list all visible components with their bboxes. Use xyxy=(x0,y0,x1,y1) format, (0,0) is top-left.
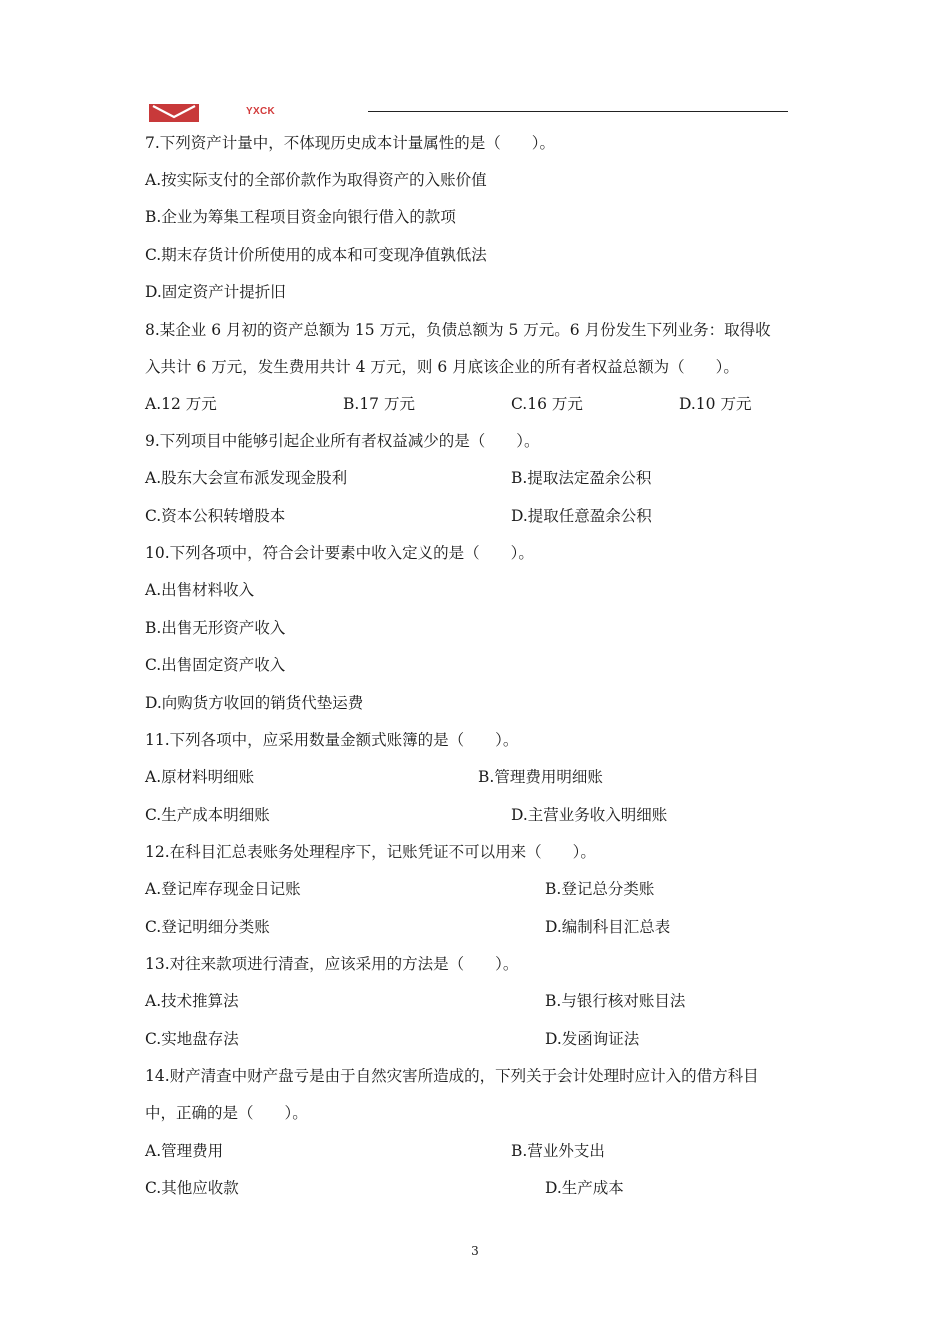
question-9-stem: 9.下列项目中能够引起企业所有者权益减少的是（ ）。 xyxy=(145,432,540,450)
question-12-stem: 12.在科目汇总表账务处理程序下，记账凭证不可以用来（ ）。 xyxy=(145,843,596,861)
question-13-stem: 13.对往来款项进行清查，应该采用的方法是（ ）。 xyxy=(145,955,519,973)
page-number: 3 xyxy=(471,1244,479,1258)
question-12-option-c: C.登记明细分类账 xyxy=(145,918,270,936)
question-10-option-b: B.出售无形资产收入 xyxy=(145,619,286,637)
question-8-option-a: A.12 万元 xyxy=(145,395,217,413)
question-12-option-b: B.登记总分类账 xyxy=(545,880,655,898)
question-9-option-a: A.股东大会宣布派发现金股利 xyxy=(145,469,348,487)
question-11-option-b: B.管理费用明细账 xyxy=(478,768,603,786)
question-8-option-c: C.16 万元 xyxy=(511,395,583,413)
question-11-option-a: A.原材料明细账 xyxy=(145,768,255,786)
question-9-option-d: D.提取任意盈余公积 xyxy=(511,507,652,525)
header-rule xyxy=(368,111,788,112)
question-9-option-b: B.提取法定盈余公积 xyxy=(511,469,652,487)
question-7-option-d: D.固定资产计提折旧 xyxy=(145,283,286,301)
question-14-option-d: D.生产成本 xyxy=(545,1179,624,1197)
brand-text: YXCK xyxy=(246,106,275,117)
question-14-stem-line-2: 中，正确的是（ ）。 xyxy=(145,1104,308,1122)
question-12-option-a: A.登记库存现金日记账 xyxy=(145,880,301,898)
question-11-option-c: C.生产成本明细账 xyxy=(145,806,270,824)
question-14-option-a: A.管理费用 xyxy=(145,1142,224,1160)
question-7-option-b: B.企业为筹集工程项目资金向银行借入的款项 xyxy=(145,208,456,226)
question-8-option-d: D.10 万元 xyxy=(679,395,752,413)
question-10-option-d: D.向购货方收回的销货代垫运费 xyxy=(145,694,364,712)
question-13-option-a: A.技术推算法 xyxy=(145,992,239,1010)
question-13-option-d: D.发函询证法 xyxy=(545,1030,640,1048)
question-14-option-b: B.营业外支出 xyxy=(511,1142,605,1160)
question-13-option-b: B.与银行核对账目法 xyxy=(545,992,686,1010)
question-8-stem-line-2: 入共计 6 万元，发生费用共计 4 万元，则 6 月底该企业的所有者权益总额为（ ）。 xyxy=(145,358,739,376)
question-12-option-d: D.编制科目汇总表 xyxy=(545,918,671,936)
question-8-stem: 8.某企业 6 月初的资产总额为 15 万元，负债总额为 5 万元。6 月份发生下列业务：取得收 xyxy=(145,321,771,339)
question-7-option-a: A.按实际支付的全部价款作为取得资产的入账价值 xyxy=(145,171,487,189)
question-14-stem: 14.财产清查中财产盘亏是由于自然灾害所造成的，下列关于会计处理时应计入的借方科目 xyxy=(145,1067,759,1085)
question-14-option-c: C.其他应收款 xyxy=(145,1179,239,1197)
question-7-stem: 7.下列资产计量中，不体现历史成本计量属性的是（ ）。 xyxy=(145,134,556,152)
question-11-option-d: D.主营业务收入明细账 xyxy=(511,806,668,824)
question-7-option-c: C.期末存货计价所使用的成本和可变现净值孰低法 xyxy=(145,246,487,264)
question-13-option-c: C.实地盘存法 xyxy=(145,1030,239,1048)
publisher-logo xyxy=(149,104,199,122)
question-10-option-a: A.出售材料收入 xyxy=(145,581,255,599)
question-10-option-c: C.出售固定资产收入 xyxy=(145,656,286,674)
question-8-option-b: B.17 万元 xyxy=(343,395,415,413)
question-10-stem: 10.下列各项中，符合会计要素中收入定义的是（ ）。 xyxy=(145,544,534,562)
question-11-stem: 11.下列各项中，应采用数量金额式账簿的是（ ）。 xyxy=(145,731,519,749)
question-9-option-c: C.资本公积转增股本 xyxy=(145,507,286,525)
